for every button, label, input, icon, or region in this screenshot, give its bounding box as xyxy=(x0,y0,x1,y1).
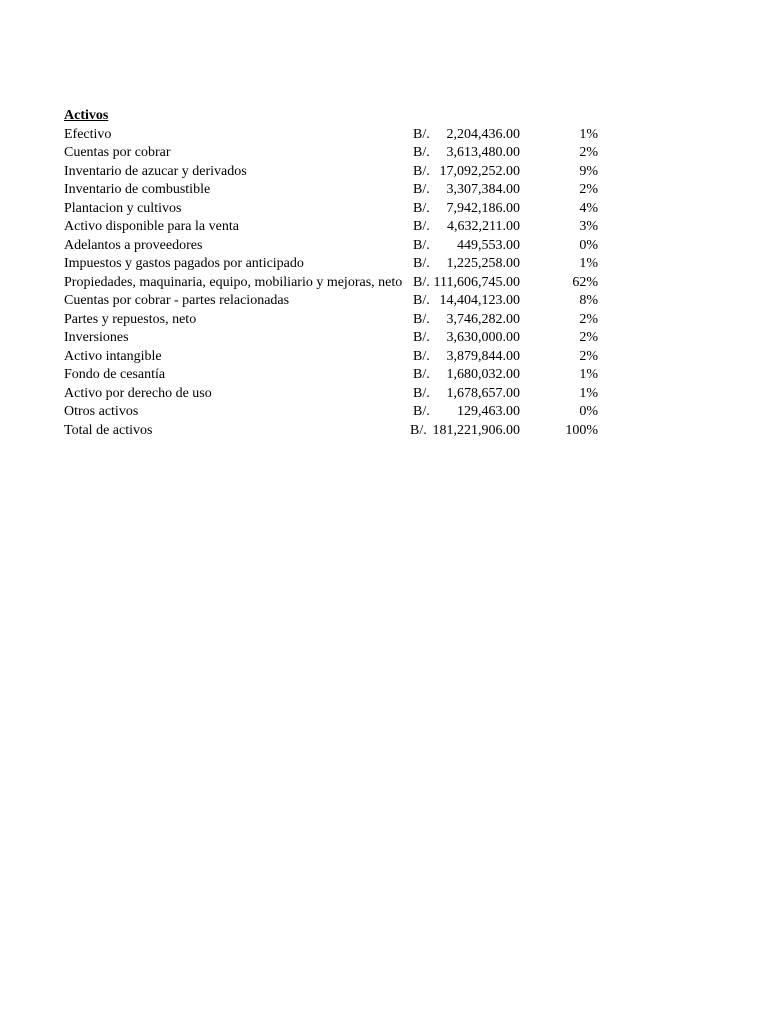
currency-symbol: B/. xyxy=(413,145,430,160)
currency-symbol: B/. xyxy=(413,219,430,234)
asset-label: Partes y repuestos, neto xyxy=(64,311,197,327)
asset-amount: 1,678,657.00 xyxy=(446,385,520,401)
currency-symbol: B/. xyxy=(413,385,430,401)
asset-percentage: 2% xyxy=(579,330,598,345)
asset-percentage: 2% xyxy=(579,182,598,197)
currency-symbol: B/. xyxy=(413,367,430,382)
asset-percentage: 62% xyxy=(572,274,598,290)
asset-percentage: 3% xyxy=(579,219,598,234)
currency-symbol: B/. xyxy=(413,237,430,253)
asset-percentage: 1% xyxy=(579,367,598,382)
asset-percentage: 9% xyxy=(579,163,598,179)
currency-symbol: B/. xyxy=(413,311,430,327)
asset-amount: 1,225,258.00 xyxy=(446,256,520,271)
asset-amount: 3,879,844.00 xyxy=(446,348,520,364)
asset-amount: 14,404,123.00 xyxy=(439,293,520,308)
asset-amount: 3,307,384.00 xyxy=(446,182,520,197)
currency-symbol: B/. xyxy=(413,126,430,142)
asset-percentage: 2% xyxy=(579,311,598,327)
asset-label: Impuestos y gastos pagados por anticipado xyxy=(64,256,304,271)
asset-rows xyxy=(64,126,624,422)
asset-row xyxy=(64,329,624,348)
currency-symbol: B/. xyxy=(413,404,430,419)
asset-amount: 3,630,000.00 xyxy=(446,330,520,345)
asset-amount: 2,204,436.00 xyxy=(446,126,520,142)
asset-percentage: 1% xyxy=(579,256,598,271)
asset-amount: 3,746,282.00 xyxy=(446,311,520,327)
asset-amount: 17,092,252.00 xyxy=(439,163,520,179)
asset-label: Otros activos xyxy=(64,404,139,419)
asset-percentage: 8% xyxy=(579,293,598,308)
total-percentage: 100% xyxy=(565,422,598,438)
asset-amount: 111,606,745.00 xyxy=(433,274,520,290)
asset-row xyxy=(64,274,624,293)
asset-row xyxy=(64,144,624,163)
total-amount: 181,221,906.00 xyxy=(432,422,520,438)
asset-amount: 449,553.00 xyxy=(457,237,520,253)
asset-label: Activo intangible xyxy=(64,348,162,364)
asset-row xyxy=(64,366,624,385)
asset-row xyxy=(64,403,624,422)
asset-row xyxy=(64,181,624,200)
asset-label: Inversiones xyxy=(64,330,129,345)
asset-percentage: 0% xyxy=(579,237,598,253)
asset-label: Activo por derecho de uso xyxy=(64,385,212,401)
total-row xyxy=(64,422,624,441)
total-currency: B/. xyxy=(410,422,427,438)
asset-label: Propiedades, maquinaria, equipo, mobiliario y mejoras, neto xyxy=(64,274,403,290)
asset-row xyxy=(64,255,624,274)
currency-symbol: B/. xyxy=(413,163,430,179)
section-heading: Activos xyxy=(64,108,109,123)
asset-label: Adelantos a proveedores xyxy=(64,237,203,253)
asset-row xyxy=(64,292,624,311)
asset-amount: 129,463.00 xyxy=(457,404,520,419)
asset-amount: 4,632,211.00 xyxy=(447,219,520,234)
asset-row xyxy=(64,385,624,404)
asset-row xyxy=(64,200,624,219)
asset-label: Inventario de combustible xyxy=(64,182,211,197)
total-label: Total de activos xyxy=(64,422,153,438)
currency-symbol: B/. xyxy=(413,293,430,308)
asset-percentage: 1% xyxy=(579,385,598,401)
asset-amount: 1,680,032.00 xyxy=(446,367,520,382)
asset-percentage: 2% xyxy=(579,348,598,364)
currency-symbol: B/. xyxy=(413,274,430,290)
asset-row xyxy=(64,163,624,182)
asset-row xyxy=(64,311,624,330)
currency-symbol: B/. xyxy=(413,348,430,364)
assets-table xyxy=(64,107,624,440)
asset-label: Cuentas por cobrar xyxy=(64,145,171,160)
asset-row xyxy=(64,126,624,145)
asset-row xyxy=(64,237,624,256)
currency-symbol: B/. xyxy=(413,200,430,216)
asset-label: Plantacion y cultivos xyxy=(64,200,182,216)
asset-label: Efectivo xyxy=(64,126,112,142)
asset-label: Fondo de cesantía xyxy=(64,367,166,382)
currency-symbol: B/. xyxy=(413,256,430,271)
asset-percentage: 0% xyxy=(579,404,598,419)
asset-label: Cuentas por cobrar - partes relacionadas xyxy=(64,293,290,308)
asset-label: Inventario de azucar y derivados xyxy=(64,163,247,179)
asset-row xyxy=(64,218,624,237)
asset-label: Activo disponible para la venta xyxy=(64,219,239,234)
asset-percentage: 1% xyxy=(579,126,598,142)
asset-amount: 3,613,480.00 xyxy=(446,145,520,160)
asset-percentage: 4% xyxy=(579,200,598,216)
asset-amount: 7,942,186.00 xyxy=(446,200,520,216)
currency-symbol: B/. xyxy=(413,330,430,345)
currency-symbol: B/. xyxy=(413,182,430,197)
asset-row xyxy=(64,348,624,367)
asset-percentage: 2% xyxy=(579,145,598,160)
